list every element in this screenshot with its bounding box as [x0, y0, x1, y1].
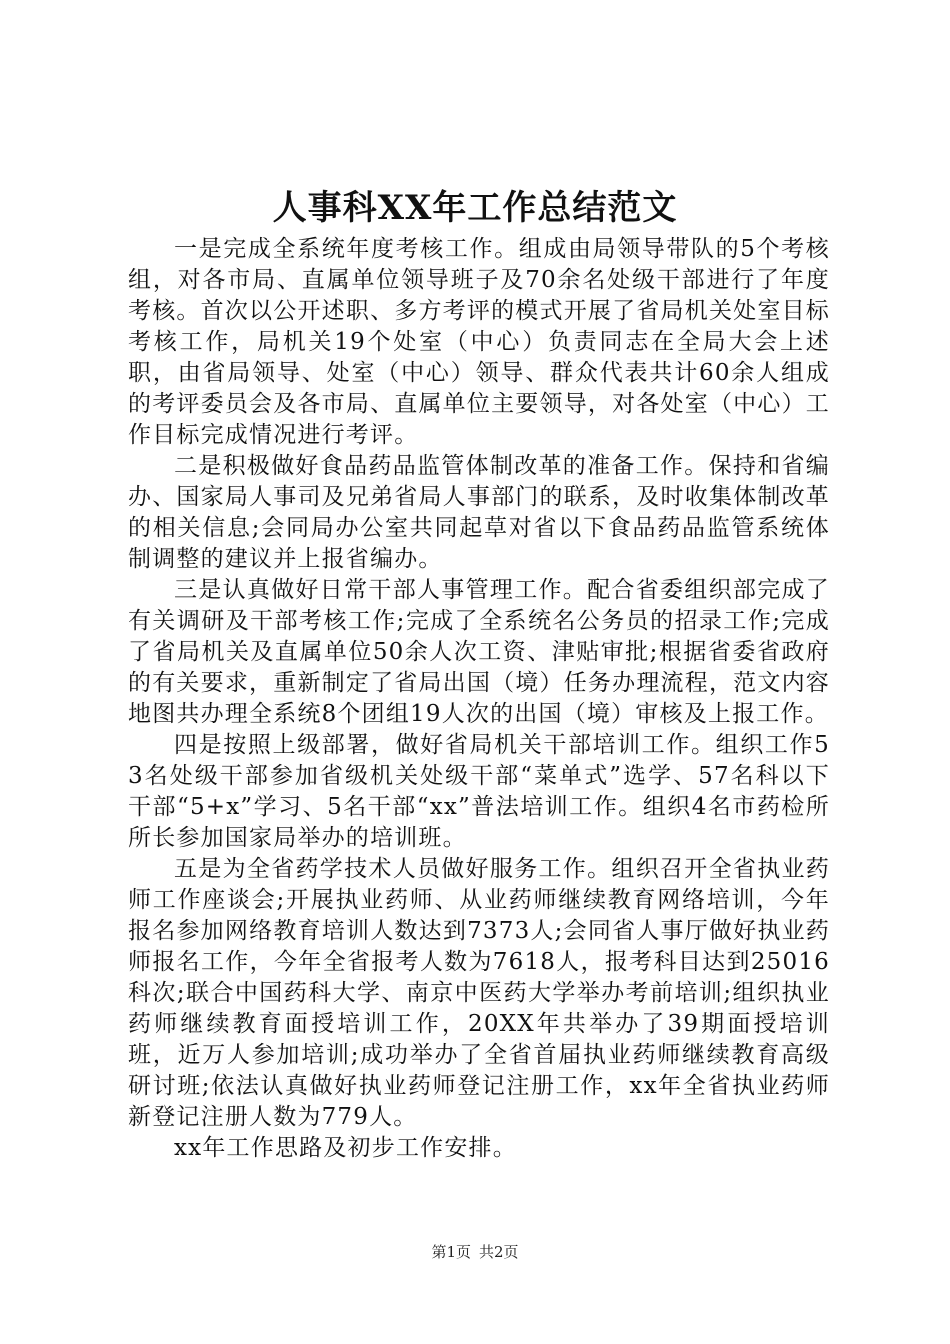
document-body [128, 234, 830, 1164]
page-number: 第1页 [431, 1243, 471, 1261]
paragraph-4: 四是按照上级部署，做好省局机关干部培训工作。组织工作53名处级干部参加省级机关处级干部“菜单式”选学、57名科以下干部“5+x”学习、5名干部“xx”普法培训工作。组织4名市药检所所长参加国家局举办的培训班。 [128, 732, 830, 851]
document-title: 人事科XX年工作总结范文 [272, 188, 678, 228]
paragraph-6: xx年工作思路及初步工作安排。 [174, 1135, 517, 1161]
paragraph-3: 三是认真做好日常干部人事管理工作。配合省委组织部完成了有关调研及干部考核工作;完成了全系统名公务员的招录工作;完成了省局机关及直属单位50余人次工资、津贴审批;根据省委省政府的有关要求，重新制定了省局出国（境）任务办理流程，范文内容地图共办理全系统8个团组19人次的出国（境）审核及上报工作。 [128, 577, 830, 727]
paragraph-5: 五是为全省药学技术人员做好服务工作。组织召开全省执业药师工作座谈会;开展执业药师、从业药师继续教育网络培训，今年报名参加网络教育培训人数达到7373人;会同省人事厅做好执业药师报名工作，今年全省报考人数为7618人，报考科目达到25016科次;联合中国药科大学、南京中医药大学举办考前培训;组织执业药师继续教育面授培训工作，20XX年共举办了39期面授培训班，近万人参加培训;成功举办了全省首届执业药师继续教育高级研讨班;依法认真做好执业药师登记注册工作，xx年全省执业药师新登记注册人数为779人。 [128, 856, 830, 1130]
page-footer [0, 1242, 950, 1262]
paragraph-1: 一是完成全系统年度考核工作。组成由局领导带队的5个考核组，对各市局、直属单位领导班子及70余名处级干部进行了年度考核。首次以公开述职、多方考评的模式开展了省局机关处室目标考核工作，局机关19个处室（中心）负责同志在全局大会上述职，由省局领导、处室（中心）领导、群众代表共计60余人组成的考评委员会及各市局、直属单位主要领导，对各处室（中心）工作目标完成情况进行考评。 [128, 236, 830, 448]
page-total: 共2页 [479, 1243, 519, 1261]
paragraph-2: 二是积极做好食品药品监管体制改革的准备工作。保持和省编办、国家局人事司及兄弟省局人事部门的联系，及时收集体制改革的相关信息;会同局办公室共同起草对省以下食品药品监管系统体制调整的建议并上报省编办。 [128, 453, 830, 572]
